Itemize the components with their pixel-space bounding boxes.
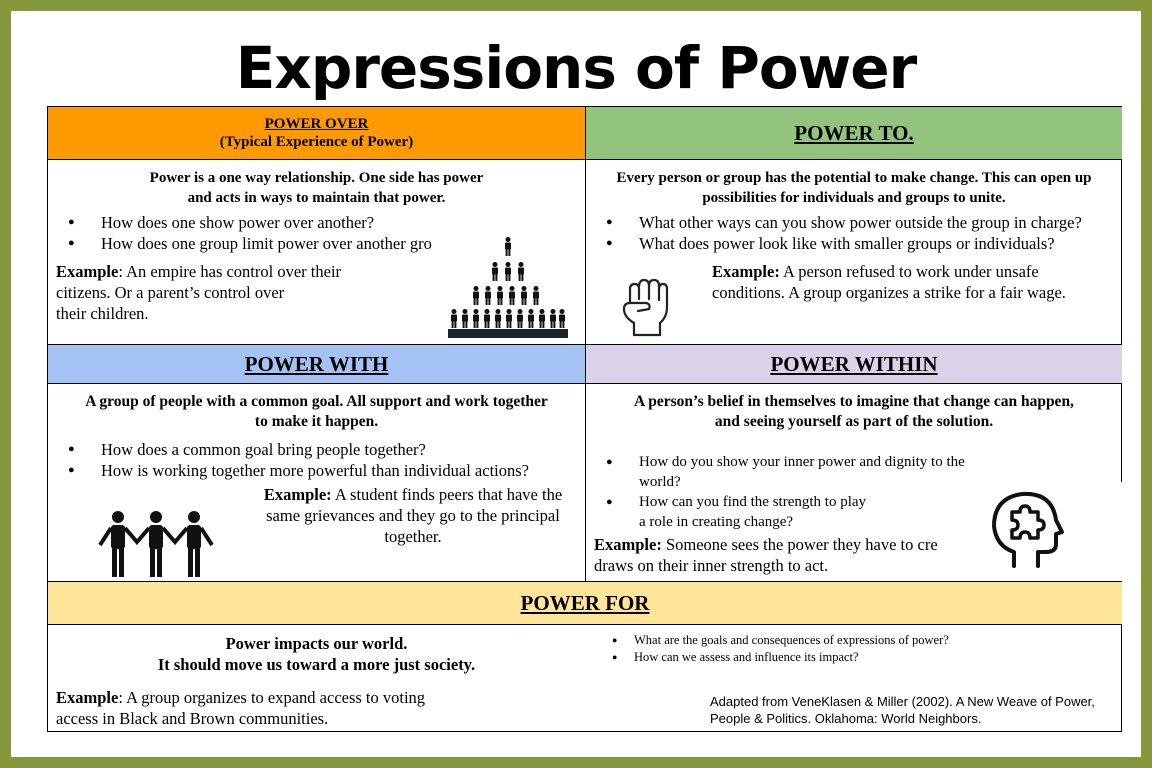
power-over-body	[48, 160, 585, 344]
power-over-lead-line: Power is a one way relationship. One side has power	[149, 170, 484, 186]
power-for-lead-line: It should move us toward a more just society.	[157, 655, 476, 674]
row-divider	[48, 383, 1122, 384]
power-over-header	[48, 107, 585, 159]
power-within-body	[586, 384, 1122, 581]
head-puzzle-icon	[952, 482, 1122, 581]
page-frame	[11, 11, 1141, 757]
power-within-question	[594, 492, 994, 532]
power-with-question: ● How does a common goal bring people together?	[56, 439, 581, 460]
power-within-lead-line: A person’s belief in themselves to imagine that change can happen,	[634, 393, 1074, 410]
power-with-heading: POWER WITH	[244, 351, 389, 376]
power-to-heading: POWER TO.	[794, 120, 914, 145]
power-for-question: ● How can we assess and influence its impact?	[602, 649, 1102, 666]
power-to-lead-line: Every person or group has the potential to make change. This can open up	[616, 170, 1092, 186]
power-to-example-text: conditions. A group organizes a strike for a fair wage.	[712, 283, 1066, 302]
power-within-question	[594, 452, 994, 492]
power-within-example-label: Example:	[594, 535, 662, 554]
power-for-example-text: : A group organizes to expand access to voting	[118, 688, 426, 707]
power-within-header	[586, 345, 1122, 383]
power-with-example-text: same grievances and they go to the principal	[266, 506, 560, 525]
power-for-lead-line: Power impacts our world.	[225, 634, 408, 653]
power-within-example-text: draws on their inner strength to act.	[594, 556, 829, 575]
row-divider	[48, 344, 1122, 345]
power-for-question: ● What are the goals and consequences of expressions of power?	[602, 632, 1102, 649]
power-for-body	[48, 625, 1122, 731]
power-with-lead-line: A group of people with a common goal. All support and work together	[85, 393, 548, 410]
power-over-example-text: their children.	[56, 304, 149, 323]
power-over-example-text: : An empire has control over their	[118, 262, 342, 281]
power-with-body	[48, 384, 585, 581]
power-with-header	[48, 345, 585, 383]
power-within-lead-line: and seeing yourself as part of the solution.	[714, 413, 994, 430]
power-within-example-text: Someone sees the power they have to cre	[661, 535, 938, 554]
power-over-example-text: citizens. Or a parent’s control over	[56, 283, 285, 302]
power-with-lead-line: to make it happen.	[254, 413, 379, 430]
power-within-question-line: world?	[639, 474, 681, 490]
power-to-example-text: A person refused to work under unsafe	[779, 262, 1039, 281]
power-within-question-line: ● How can you find the strength to play	[639, 494, 867, 510]
power-for-heading: POWER FOR	[520, 590, 650, 615]
power-within-question-line: a role in creating change?	[639, 514, 794, 530]
page-title: Expressions of Power	[235, 34, 917, 102]
row-divider	[48, 624, 1122, 625]
power-with-question: ● How is working together more powerful than individual actions?	[56, 460, 581, 481]
power-to-body	[586, 160, 1122, 344]
raised-fist-icon	[616, 273, 676, 339]
source-credit: People & Politics. Oklahoma: World Neighbors.	[710, 711, 982, 726]
people-pyramid-icon	[448, 234, 568, 338]
power-over-question: ● How does one group limit power over another gro	[56, 233, 576, 254]
power-within-question-line: ● How do you show your inner power and dignity to the	[639, 454, 965, 470]
power-with-example-text: together.	[384, 527, 442, 546]
power-over-question: ● How does one show power over another?	[56, 212, 576, 233]
power-to-question: ● What does power look like with smaller groups or individuals?	[594, 233, 1119, 254]
power-for-example-label: Example	[56, 688, 119, 707]
power-for-header	[48, 582, 1122, 624]
row-divider	[48, 159, 1122, 160]
power-over-lead-line: and acts in ways to maintain that power.	[187, 190, 446, 206]
people-holding-hands-icon	[96, 509, 216, 579]
power-to-header	[586, 107, 1122, 159]
power-table	[47, 106, 1122, 732]
power-for-example-text: access in Black and Brown communities.	[56, 709, 329, 728]
power-to-example-label: Example:	[712, 262, 780, 281]
power-within-heading: POWER WITHIN	[770, 351, 938, 376]
power-with-example-label: Example:	[263, 485, 332, 504]
power-to-question: ● What other ways can you show power outside the group in charge?	[594, 212, 1119, 233]
source-credit: Adapted from VeneKlasen & Miller (2002). A New Weave of Power,	[710, 694, 1095, 709]
power-to-lead-line: possibilities for individuals and groups to unite.	[702, 190, 1006, 206]
power-with-example-text: A student finds peers that have the	[331, 485, 563, 504]
power-over-subheading: (Typical Experience of Power)	[219, 134, 414, 150]
row-divider	[48, 581, 1122, 582]
power-over-heading: POWER OVER	[264, 116, 369, 132]
power-over-example-label: Example	[56, 262, 119, 281]
